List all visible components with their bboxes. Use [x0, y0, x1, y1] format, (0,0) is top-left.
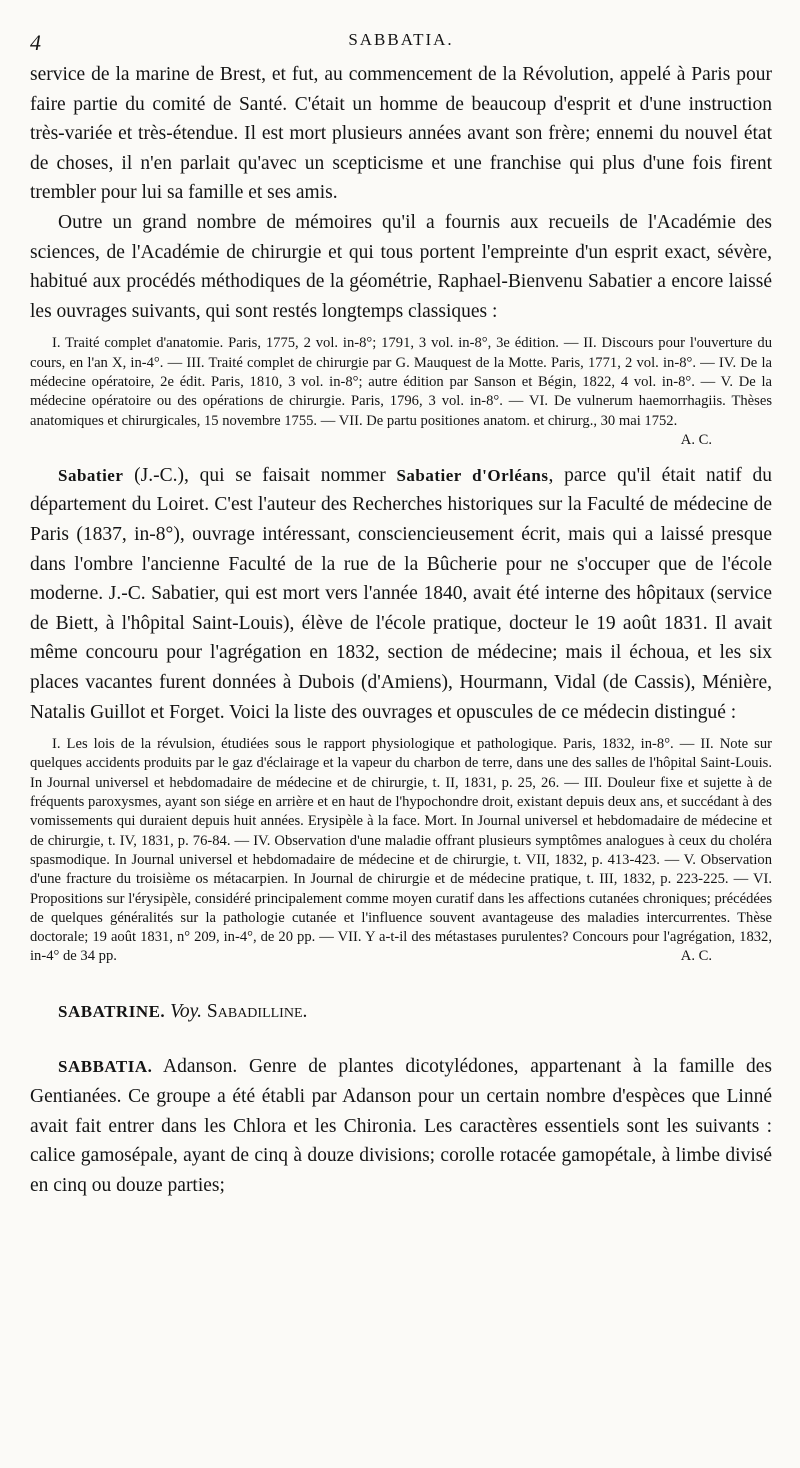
author-signature: A. C.	[680, 431, 712, 448]
author-signature: A. C.	[680, 948, 712, 965]
entry-headword: Sabatier	[58, 465, 124, 485]
page-number: 4	[30, 30, 41, 55]
paragraph-sabatier-rb-2: Outre un grand nombre de mémoires qu'il a fournis aux recueils de l'Académie des sciences, de l'Académie de chirurgie et qui tous portent l'empreinte d'un esprit exact, sévère, habitué aux procédés méthodiques de la géométrie, Raphael-Bienvenu Sabatier a encore laissé les ouvrages suivants, qui sont restés longtemps classiques :	[30, 211, 772, 322]
entry-headword: SABBATIA.	[58, 1057, 153, 1077]
entry-sabatrine	[30, 997, 772, 1027]
entry-body: , parce qu'il était natif du département du Loiret. C'est l'auteur des Recherches historiques sur la Faculté de médecine de Paris (1837, in-8°), ouvrage intéressant, consciencieusement écrit, mais qui a laissé presque dans l'ombre l'ancienne Faculté de la rue de la Bûcherie pour ne s'occuper que de l'école moderne. J.-C. Sabatier, qui est mort vers l'année 1840, avait été interne des hôpitaux (service de Biett, à l'hôpital Saint-Louis), élève de l'école pratique, docteur le 19 août 1831. Il avait même concouru pour l'agrégation en 1832, section de médecine; mais il échoua, et les six places vacantes furent données à Dubois (d'Amiens), Hourmann, Vidal (de Cassis), Ménière, Natalis Guillot et Forget. Voici la liste des ouvrages et opuscules de ce médecin distingué :	[30, 464, 773, 723]
bibliography-sabatier-rb	[30, 334, 772, 448]
entry-headword: SABATRINE.	[58, 1001, 166, 1021]
paragraph-sabatier-rb-1: service de la marine de Brest, et fut, au commencement de la Révolution, appelé à Paris pour faire partie du comité de Santé. C'était un homme de beaucoup d'esprit et d'une instruction très-variée et très-étendue. Il est mort plusieurs années avant son frère; ennemi du nouvel état de choses, il n'en parlait qu'avec un scepticisme et une franchise qui plus d'une fois firent trembler pour lui sa famille et ses amis.	[30, 64, 772, 204]
page-header	[30, 26, 772, 60]
spacer	[30, 1026, 772, 1052]
spacer	[30, 967, 772, 997]
entry-intro: (J.-C.), qui se faisait nommer	[134, 464, 386, 486]
cross-reference-target: Sabadilline.	[206, 1000, 308, 1022]
cross-reference-label: Voy.	[170, 1000, 203, 1022]
document-page	[30, 26, 772, 1200]
running-title: SABBATIA.	[348, 30, 454, 49]
bibliography-sabatier-jc	[30, 735, 772, 967]
entry-alias: Sabatier d'Orléans	[396, 465, 549, 485]
entry-sabbatia	[30, 1052, 772, 1200]
bibliography-text: I. Les lois de la révulsion, étudiées sous le rapport physiologique et pathologique. Paris, 1832, in-8°. — II. Note sur quelques accidents produits par le gaz d'éclairage et la vapeur du charbon de terre, dans une des salles de l'hôpital Saint-Louis. In Journal universel et hebdomadaire de médecine et de chirurgie, t. II, 1831, p. 25, 26. — III. Douleur fixe et sujette à de fréquents paroxysmes, ayant son siége en arrière et en haut de l'hypochondre droit, existant depuis deux ans, et succédant à des vomissements qui duraient depuis huit années. Erysipèle à la face. Mort. In Journal universel et hebdomadaire de médecine et de chirurgie, t. IV, 1831, p. 76-84. — IV. Observation d'une maladie offrant plusieurs symptômes analogues à ceux du choléra spasmodique. In Journal universel et hebdomadaire de médecine et de chirurgie, t. VII, 1832, p. 413-423. — V. Observation d'une fracture du troisième os métacarpien. In Journal de chirurgie et de médecine pratique, t. III, 1832, p. 223-225. — VI. Propositions sur l'érysipèle, considéré principalement comme moyen curatif dans les affections cutanées chroniques; précédées de quelques généralités sur la pathologie cutanée et l'influence souvent avantageuse des maladies intercurrentes. Thèse doctorale; 19 août 1831, n° 209, in-4°, de 20 pp. — VII. Y a-t-il des métastases purulentes? Concours pour l'agrégation, 1832, in-4° de 34 pp.	[30, 736, 772, 965]
bibliography-text: I. Traité complet d'anatomie. Paris, 1775, 2 vol. in-8°; 1791, 3 vol. in-8°, 3e édition. — II. Discours pour l'ouverture du cours, en l'an X, in-4°. — III. Traité complet de chirurgie par G. Mauquest de la Motte. Paris, 1771, 2 vol. in-8°. — IV. De la médecine opératoire, 2e édit. Paris, 1810, 3 vol. in-8°; autre édition par Sanson et Bégin, 1822, 4 vol. in-8°. — V. De la médecine opératoire ou des opérations de chirurgie. Paris, 1796, 3 vol. in-8°. — VI. De vulnerum haemorrhagiis. Thèses anatomiques et chirurgicales, 15 novembre 1755. — VII. De partu positiones anatom. et chirurg., 30 mai 1752.	[30, 335, 772, 429]
entry-body: Adanson. Genre de plantes dicotylédones, appartenant à la famille des Gentianées. Ce groupe a été établi par Adanson pour un certain nombre d'espèces que Linné avait fait entrer dans les Chlora et les Chironia. Les caractères essentiels sont les suivants : calice gamosépale, ayant de cinq à douze divisions; corolle rotacée gamopétale, à limbe divisé en cinq ou douze parties;	[30, 1056, 772, 1196]
entry-sabatier-jc	[30, 461, 772, 727]
